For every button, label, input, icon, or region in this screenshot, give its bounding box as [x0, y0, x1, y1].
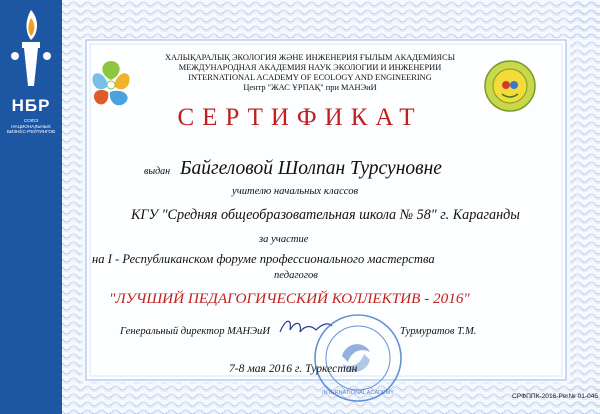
header-line-russian: МЕЖДУНАРОДНАЯ АКАДЕМИЯ НАУК ЭКОЛОГИИ И ИНЖЕНЕРИИ [178, 63, 442, 72]
event-line-2: педагогов [274, 270, 318, 281]
date-and-place: 7-8 мая 2016 г. Туркестан [229, 362, 358, 375]
academy-stamp-icon [312, 312, 404, 404]
header-line-english: INTERNATIONAL ACADEMY OF ECOLOGY AND ENGINEERING [188, 73, 432, 82]
forum-name: "ЛУЧШИЙ ПЕДАГОГИЧЕСКИЙ КОЛЛЕКТИВ - 2016" [109, 290, 470, 307]
participation-label: за участие [259, 234, 309, 245]
recipient-name: Байгеловой Шолпан Турсуновне [180, 158, 442, 179]
header-line-center: Центр "ЖАС ҰРПАҚ" при МАНЭиИ [243, 83, 377, 92]
torch-logo-icon [0, 0, 62, 96]
certificate-title: СЕРТИФИКАТ [177, 104, 423, 131]
recipient-position: учителю начальных классов [232, 186, 359, 197]
flower-logo-icon [86, 56, 136, 112]
nbr-logo-subtitle: СОЮЗ НАЦИОНАЛЬНЫХ БИЗНЕС-РЕЙТИНГОВ [6, 118, 56, 135]
issued-label: выдан [144, 166, 171, 177]
director-label: Генеральный директор МАНЭиИ [120, 326, 270, 337]
school-name: КГУ "Средняя общеобразовательная школа № 58" г. Караганды [131, 207, 520, 223]
registration-code: СРФППК-2016-Рег№ 01-045 [512, 393, 599, 400]
left-brand-band [0, 0, 62, 414]
header-line-kazakh: ХАЛЫҚАРАЛЫҚ ЭКОЛОГИЯ ЖӘНЕ ИНЖЕНЕРИЯ ҒЫЛЫМ АКАДЕМИЯСЫ [164, 53, 456, 62]
stamp-text: INTERNATIONAL ACADEMY [322, 390, 394, 396]
round-emblem-icon [482, 58, 538, 114]
event-line-1: на І - Республиканском форуме профессионального мастерства [92, 252, 435, 266]
nbr-logo-text: НБР [11, 96, 51, 115]
director-name: Турмуратов Т.М. [400, 326, 477, 337]
